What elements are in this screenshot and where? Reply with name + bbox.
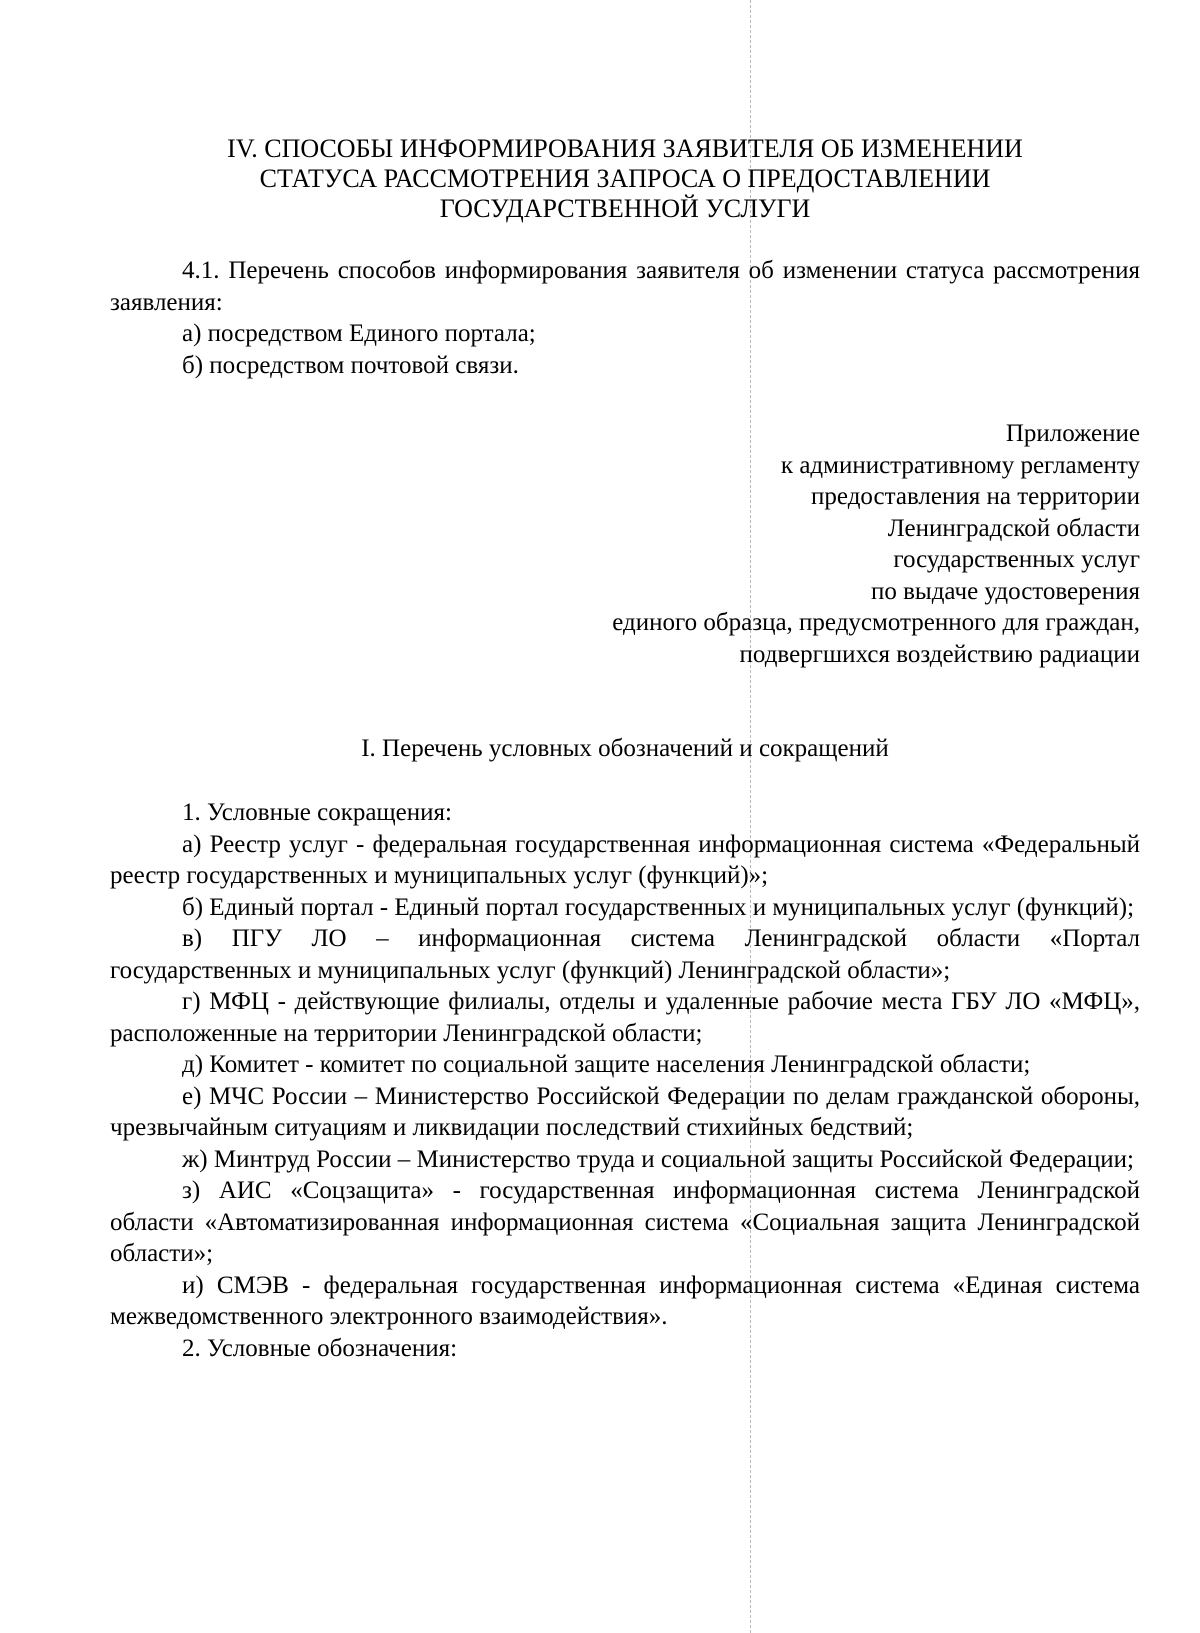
appendix-line-3: предоставления на территории [811, 483, 1140, 510]
appendix-line-7: единого образца, предусмотренного для граждан, [612, 609, 1140, 636]
abbreviations-heading: 1. Условные сокращения: [182, 799, 452, 826]
designations-heading: 2. Условные обозначения: [182, 1334, 458, 1362]
section-iv-body [110, 255, 1140, 381]
abbreviation-item-e: е) МЧС России – Министерство Российской Федерации по делам гражданской обороны, чрезвычайным ситуациям и ликвидации последствий стихийных бедствий; [110, 1082, 1140, 1141]
section-iv-title-line-1: IV. СПОСОБЫ ИНФОРМИРОВАНИЯ ЗАЯВИТЕЛЯ ОБ ИЗМЕНЕНИИ [227, 134, 1023, 163]
abbreviation-item-d: д) Комитет - комитет по социальной защите населения Ленинградской области; [182, 1051, 1031, 1078]
appendix-header [440, 418, 1140, 670]
abbreviation-item-zh: ж) Минтруд России – Министерство труда и социальной защиты Российской Федерации; [182, 1145, 1134, 1173]
section-i-body [110, 797, 1140, 1364]
appendix-line-5: государственных услуг [893, 546, 1140, 573]
list-item-a: а) посредством Единого портала; [182, 320, 536, 347]
section-i-title: I. Перечень условных обозначений и сокращений [361, 735, 889, 762]
appendix-line-4: Ленинградской области [887, 514, 1140, 542]
list-item-b: б) посредством почтовой связи. [182, 351, 519, 379]
appendix-line-1: Приложение [1005, 420, 1140, 447]
section-iv-title-line-3: ГОСУДАРСТВЕННОЙ УСЛУГИ [439, 194, 811, 223]
appendix-line-2: к административному регламенту [780, 451, 1140, 479]
appendix-line-6: по выдаче удостоверения [870, 577, 1140, 605]
paragraph-4-1: 4.1. Перечень способов информирования заявителя об изменении статуса рассмотрения заявления: [110, 257, 1140, 316]
section-iv-title [110, 134, 1140, 224]
abbreviation-item-a: а) Реестр услуг - федеральная государственная информационная система «Федеральный реестр государственных и муниципальных услуг (функций)»; [110, 830, 1140, 889]
abbreviation-item-v: в) ПГУ ЛО – информационная система Ленинградской области «Портал государственных и муниципальных услуг (функций) Ленинградской области»; [110, 925, 1140, 984]
abbreviation-item-b: б) Единый портал - Единый портал государственных и муниципальных услуг (функций); [182, 893, 1135, 921]
abbreviation-item-g: г) МФЦ - действующие филиалы, отделы и удаленные рабочие места ГБУ ЛО «МФЦ», расположенные на территории Ленинградской области; [110, 988, 1140, 1047]
abbreviation-item-i: и) СМЭВ - федеральная государственная информационная система «Единая система межведомственного электронного взаимодействия». [110, 1271, 1140, 1330]
abbreviation-item-z: з) АИС «Соцзащита» - государственная информационная система Ленинградской области «Автоматизированная информационная система «Социальная защита Ленинградской области»; [110, 1177, 1140, 1267]
section-iv-title-line-2: СТАТУСА РАССМОТРЕНИЯ ЗАПРОСА О ПРЕДОСТАВЛЕНИИ [259, 164, 991, 193]
appendix-line-8: подвергшихся воздействию радиации [739, 640, 1140, 668]
